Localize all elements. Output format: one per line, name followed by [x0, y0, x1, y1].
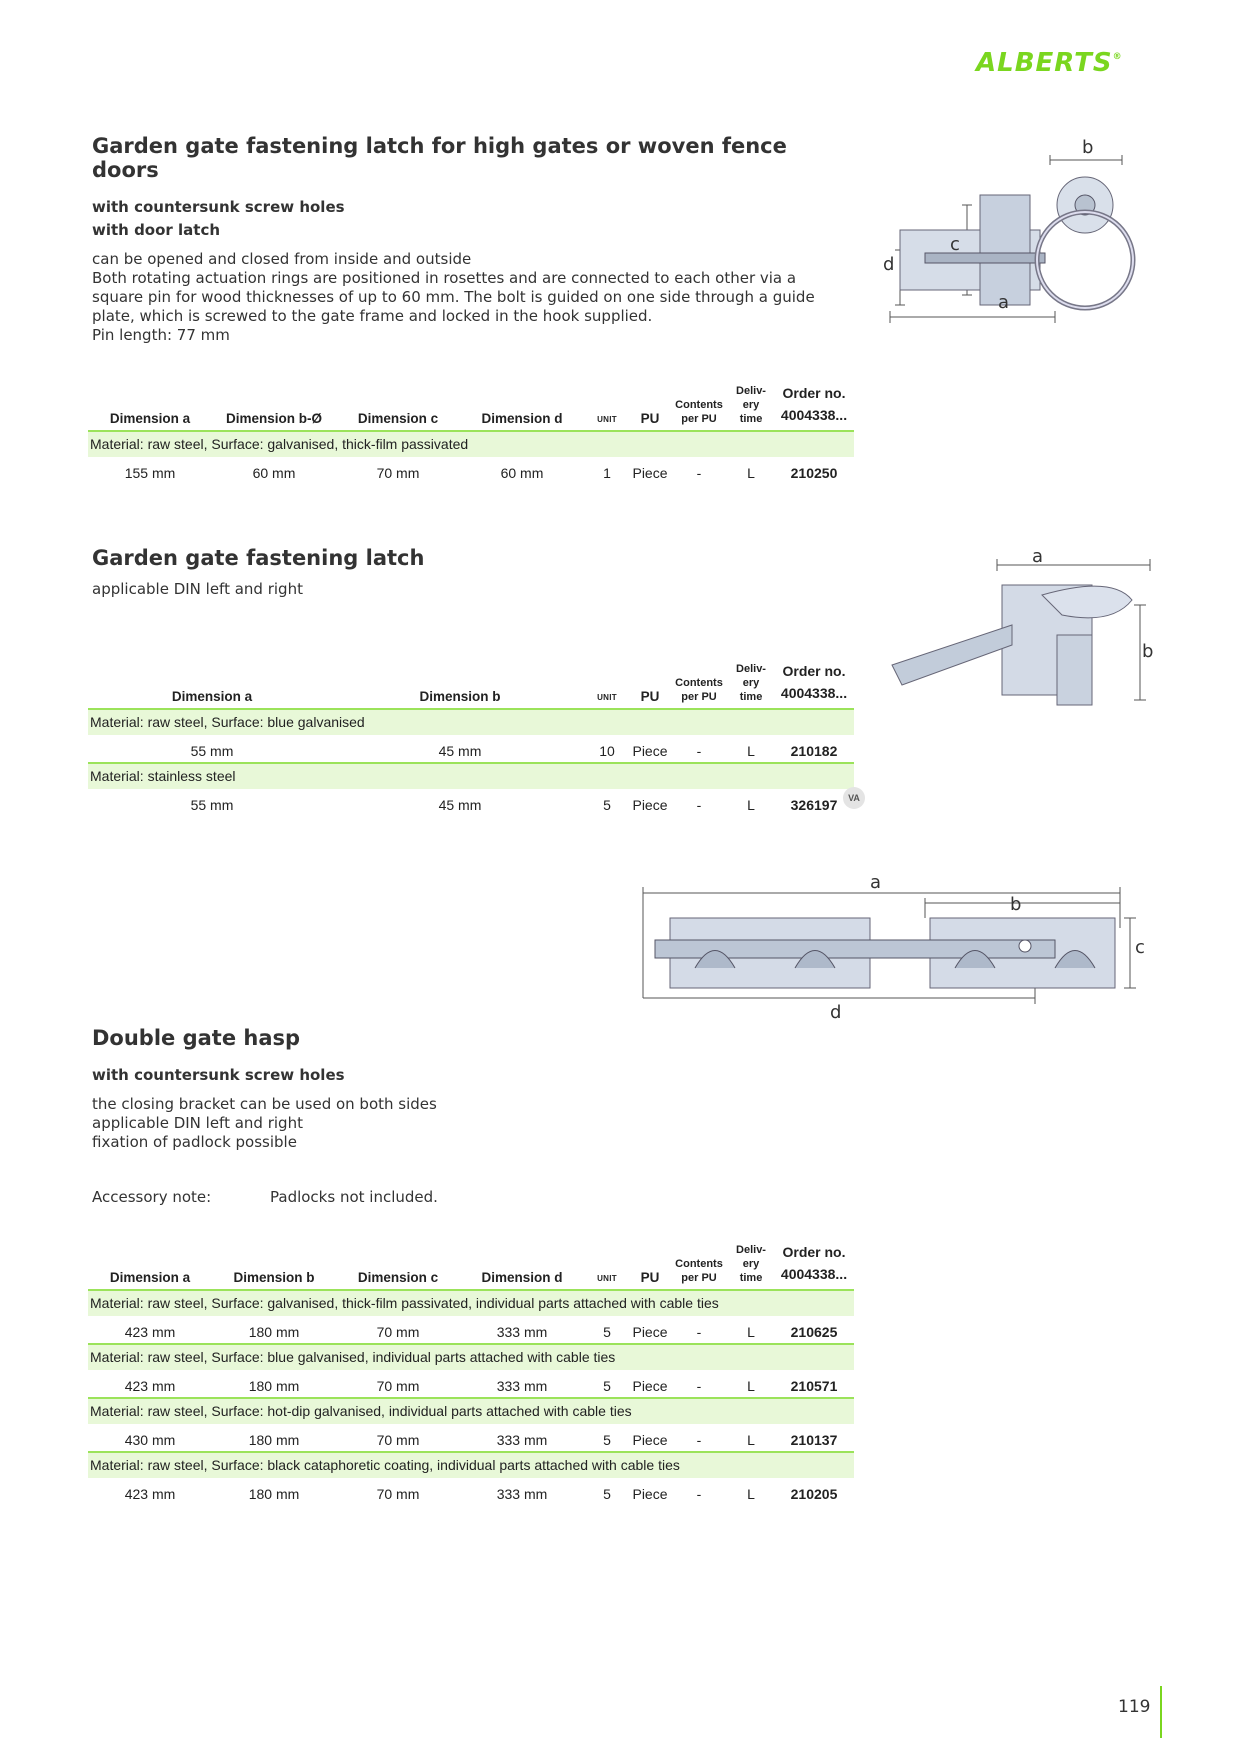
- cell-delivery: L: [747, 1377, 755, 1394]
- header-dimension-b: Dimension b-Ø: [225, 411, 322, 426]
- cell-dim-d: 333 mm: [496, 1486, 548, 1502]
- product3-label-b: b: [1010, 894, 1022, 915]
- header-order-no: Order no. 4004338...: [780, 663, 848, 701]
- cell-dim-b: 45 mm: [438, 742, 482, 759]
- header-dimension-c: Dimension c: [357, 411, 439, 426]
- header-order-no: Order no. 4004338...: [780, 1244, 848, 1282]
- product3-title: Double gate hasp: [92, 1026, 301, 1050]
- header-contents: Contents per PU: [675, 1258, 723, 1284]
- product1-spec-table: [88, 382, 854, 485]
- cell-order-no: 210182: [790, 742, 838, 759]
- cell-dim-b: 180 mm: [248, 1486, 300, 1502]
- cell-dim-d: 333 mm: [496, 1431, 548, 1448]
- cell-contents: -: [696, 742, 702, 759]
- table-row: [88, 735, 854, 763]
- cell-unit: 5: [603, 1377, 611, 1394]
- cell-dim-b: 180 mm: [248, 1323, 300, 1340]
- header-dimension-d: Dimension d: [481, 411, 563, 426]
- cell-delivery: L: [747, 1323, 755, 1340]
- cell-delivery: L: [747, 797, 755, 813]
- header-delivery: Deliv- ery time: [736, 663, 766, 703]
- product1-label-c: c: [950, 234, 960, 255]
- cell-order-no: 210137: [790, 1431, 838, 1448]
- cell-dim-b: 180 mm: [248, 1377, 300, 1394]
- cell-delivery: L: [747, 742, 755, 759]
- material-row: Material: stainless steel: [88, 763, 854, 789]
- cell-unit: 5: [603, 1486, 611, 1502]
- product3-diagram: [635, 868, 1155, 1028]
- table-row: [88, 1316, 854, 1344]
- header-dimension-b: Dimension b: [233, 1270, 315, 1285]
- cell-dim-b: 180 mm: [248, 1431, 300, 1448]
- product3-subtitle: with countersunk screw holes: [92, 1066, 345, 1084]
- product1-subtitle-2: with door latch: [92, 221, 221, 239]
- cell-dim-a: 423 mm: [124, 1486, 176, 1502]
- product3-label-c: c: [1135, 937, 1145, 958]
- cell-order-no: 326197: [790, 797, 838, 813]
- cell-delivery: L: [747, 1486, 755, 1502]
- cell-unit: 5: [603, 1431, 611, 1448]
- cell-dim-c: 70 mm: [376, 465, 420, 481]
- material-row: Material: raw steel, Surface: blue galvanised: [88, 709, 854, 735]
- cell-order-no: 210571: [790, 1377, 838, 1394]
- header-dimension-a: Dimension a: [109, 1270, 191, 1285]
- cell-contents: -: [696, 1486, 702, 1502]
- header-pu: PU: [640, 411, 660, 426]
- product2-label-b: b: [1142, 641, 1154, 662]
- header-unit: UNIT: [597, 693, 617, 702]
- header-dimension-c: Dimension c: [357, 1270, 439, 1285]
- cell-contents: -: [696, 797, 702, 813]
- cell-dim-c: 70 mm: [376, 1323, 420, 1340]
- cell-dim-d: 60 mm: [500, 465, 544, 481]
- table-row: [88, 1478, 854, 1506]
- material-row: Material: raw steel, Surface: black cataphoretic coating, individual parts attached with cable ties: [88, 1452, 854, 1478]
- cell-dim-c: 70 mm: [376, 1431, 420, 1448]
- product1-label-a: a: [998, 292, 1010, 313]
- product2-spec-table: [88, 660, 854, 817]
- product1-label-b: b: [1082, 137, 1094, 158]
- cell-dim-a: 55 mm: [190, 742, 234, 759]
- cell-pu: Piece: [632, 1431, 668, 1448]
- header-dimension-a: Dimension a: [109, 411, 191, 426]
- header-dimension-d: Dimension d: [481, 1270, 563, 1285]
- cell-order-no: 210205: [790, 1486, 838, 1502]
- product2-section: [92, 546, 792, 599]
- product2-description: applicable DIN left and right: [92, 580, 303, 598]
- product3-label-a: a: [870, 872, 882, 893]
- product1-diagram: [870, 135, 1170, 350]
- header-order-no: Order no. 4004338...: [780, 385, 848, 423]
- cell-pu: Piece: [632, 1377, 668, 1394]
- header-contents: Contents per PU: [675, 399, 723, 425]
- cell-order-no: 210250: [790, 465, 838, 481]
- table-row: [88, 457, 854, 485]
- cell-pu: Piece: [632, 465, 668, 481]
- product3-section: [92, 1026, 792, 1152]
- cell-dim-b: 45 mm: [438, 797, 482, 813]
- product2-title: Garden gate fastening latch: [92, 546, 425, 570]
- product1-section: [92, 134, 852, 345]
- cell-dim-d: 333 mm: [496, 1377, 548, 1394]
- stainless-va-badge: VA: [843, 787, 865, 809]
- product3-description: the closing bracket can be used on both sides applicable DIN left and right fixation of padlock possible: [92, 1095, 437, 1151]
- cell-dim-a: 423 mm: [124, 1323, 176, 1340]
- cell-contents: -: [696, 465, 702, 481]
- cell-dim-c: 70 mm: [376, 1377, 420, 1394]
- table-row: [88, 789, 854, 817]
- cell-order-no: 210625: [790, 1323, 838, 1340]
- header-dimension-a: Dimension a: [171, 689, 253, 704]
- cell-pu: Piece: [632, 797, 668, 813]
- page-number-bar: [1160, 1686, 1162, 1738]
- header-dimension-b: Dimension b: [419, 689, 501, 704]
- header-contents: Contents per PU: [675, 677, 723, 703]
- cell-unit: 10: [599, 742, 615, 759]
- product3-spec-table: [88, 1241, 854, 1506]
- cell-contents: -: [696, 1377, 702, 1394]
- cell-delivery: L: [747, 465, 755, 481]
- cell-dim-d: 333 mm: [496, 1323, 548, 1340]
- accessory-note-value: Padlocks not included.: [270, 1188, 438, 1206]
- product2-label-a: a: [1032, 546, 1044, 567]
- material-row: Material: raw steel, Surface: hot-dip galvanised, individual parts attached with cable ties: [88, 1398, 854, 1424]
- header-delivery: Deliv- ery time: [736, 385, 766, 425]
- header-pu: PU: [640, 689, 660, 704]
- page-number: 119: [1118, 1697, 1151, 1717]
- brand-logo: ALBERTS®: [976, 48, 1123, 78]
- product1-label-d: d: [883, 254, 895, 275]
- cell-dim-a: 55 mm: [190, 797, 234, 813]
- material-row: Material: raw steel, Surface: galvanised, thick-film passivated: [88, 431, 854, 457]
- table-row: [88, 1370, 854, 1398]
- product1-subtitle-1: with countersunk screw holes: [92, 198, 345, 216]
- cell-dim-a: 430 mm: [124, 1431, 176, 1448]
- cell-pu: Piece: [632, 1486, 668, 1502]
- table-row: [88, 1424, 854, 1452]
- material-row: Material: raw steel, Surface: blue galvanised, individual parts attached with cable ties: [88, 1344, 854, 1370]
- material-row: Material: raw steel, Surface: galvanised, thick-film passivated, individual parts attached with cable ties: [88, 1290, 854, 1316]
- product1-description: can be opened and closed from inside and outside Both rotating actuation rings are positioned in rosettes and are connected to each other via a square pin for wood thicknesses of up to 60 mm. The bolt is guided on one side through a guide plate, which is screwed to the gate frame and locked in the hook supplied. Pin length: 77 mm: [92, 250, 815, 344]
- product1-title: Garden gate fastening latch for high gates or woven fence doors: [92, 134, 787, 182]
- header-unit: UNIT: [597, 415, 617, 424]
- cell-pu: Piece: [632, 742, 668, 759]
- header-pu: PU: [640, 1270, 660, 1285]
- header-unit: UNIT: [597, 1274, 617, 1283]
- cell-unit: 5: [603, 1323, 611, 1340]
- cell-delivery: L: [747, 1431, 755, 1448]
- accessory-note-label: Accessory note:: [92, 1188, 212, 1206]
- cell-unit: 1: [603, 465, 611, 481]
- cell-contents: -: [696, 1323, 702, 1340]
- header-delivery: Deliv- ery time: [736, 1244, 766, 1284]
- cell-dim-a: 155 mm: [124, 465, 176, 481]
- product2-diagram: [862, 545, 1162, 725]
- cell-pu: Piece: [632, 1323, 668, 1340]
- cell-contents: -: [696, 1431, 702, 1448]
- product3-label-d: d: [830, 1002, 842, 1023]
- cell-unit: 5: [603, 797, 611, 813]
- cell-dim-b: 60 mm: [252, 465, 296, 481]
- cell-dim-c: 70 mm: [376, 1486, 420, 1502]
- cell-dim-a: 423 mm: [124, 1377, 176, 1394]
